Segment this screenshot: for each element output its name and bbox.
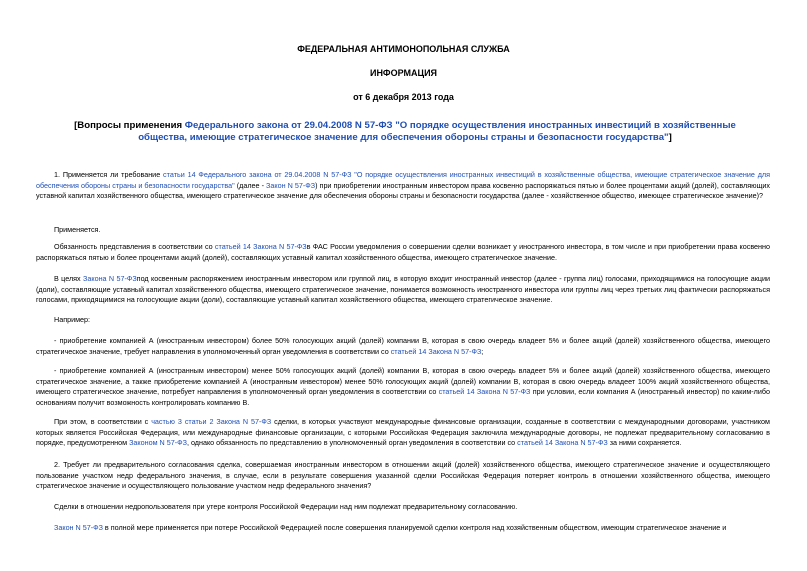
- text: В целях: [54, 274, 84, 283]
- article-14-link[interactable]: статьей 14 Закона N 57-ФЗ: [517, 438, 608, 447]
- law-57-fz-link[interactable]: Закон N 57-ФЗ: [266, 180, 316, 190]
- agency-heading: ФЕДЕРАЛЬНАЯ АНТИМОНОПОЛЬНАЯ СЛУЖБА: [297, 44, 510, 54]
- text: сделки, в которых участвуют международные финансовые организации, созданные в соответствии с международными договорами, участником которых является Российская Федерация, или международные финансовые организации, с которыми Российская Федерация заключила международные договоры, не подлежат предварительному согласованию в порядке, предусмотренном: [36, 417, 770, 447]
- title-suffix: ]: [668, 132, 672, 143]
- part-3-article-2-link[interactable]: частью 3 статьи 2 Закона N 57-ФЗ: [151, 417, 272, 426]
- text: - приобретение компанией А (иностранным инвестором) менее 50% голосующих акций (долей) компании В, которая в свою очередь владеет 5% и более акций (долей) хозяйственного общества, имеющего стратегическое значение, а также приобретение компанией А (иностранным инвестором) менее 50% голосующих акций (долей) компании В, которая в свою очередь владеет 100% акций хозяйственного общества, имеющего стратегическое значение, потребует направления в уполномоченный орган уведомления в соответствии со: [36, 366, 770, 396]
- paragraph-law-application: [36, 523, 770, 534]
- law-57-fz-link[interactable]: Закона N 57-ФЗ: [83, 274, 137, 283]
- law-57-fz-link[interactable]: Закон N 57-ФЗ: [54, 523, 103, 532]
- text: ;: [481, 346, 484, 356]
- text: Обязанность представления в соответствии со: [54, 242, 215, 251]
- article-14-link[interactable]: статьей 14 Закона N 57-ФЗ: [214, 242, 307, 251]
- paragraph-question-2: 2. Требует ли предварительного согласования сделка, совершаемая иностранным инвестором в отношении акций (долей) хозяйственного общества, имеющего стратегическое значение и осуществляющего пользование участком недр федерального значения, в случае, если в результате совершения указанной сделки Российская Федерация потеряет контроль в отношении хозяйственного общества, имеющего стратегическое значение и осуществляющего пользование участком недр федерального значения?: [36, 460, 770, 490]
- paragraph-international-orgs: [36, 417, 770, 449]
- article-14-link[interactable]: статьей 14 Закона N 57-ФЗ: [390, 346, 482, 356]
- paragraph-answer-1: Применяется.: [54, 225, 101, 234]
- title-law-link[interactable]: Федерального закона от 29.04.2008 N 57-ФЗ "О порядке осуществления иностранных инвестиций в хозяйственные общества, имеющие стратегическое значение для обеспечения обороны страны и безопасности государства": [138, 120, 736, 143]
- title-prefix: [Вопросы применения: [74, 120, 185, 131]
- paragraph-indirect-control: [36, 274, 770, 306]
- paragraph-question-1: [36, 170, 770, 202]
- text: в ФАС России уведомления о совершении сделки возникает у иностранного инвестора, в том числе и при приобретении права косвенно распоряжаться пятью и более процентами акций (долей), составляющих уставный капитал хозяйственного общества, имеющего стратегическое значение.: [36, 242, 770, 262]
- text: в полной мере применяется при потере Российской Федерацией после совершения планируемой сделки контроля над хозяйственным обществом, имеющим стратегическое значение и: [102, 523, 727, 532]
- article-14-link[interactable]: статьей 14 Закона N 57-ФЗ: [438, 387, 531, 396]
- document-title: [60, 120, 750, 144]
- text: ) при приобретении иностранным инвестором права косвенно распоряжаться пятью и более процентами акций (долей), составляющих уставной капитал хозяйственного общества, имеющего стратегическое значение для обеспечения обороны страны и безопасности государства (далее - хозяйственное общество, имеющее стратегическое значение)?: [36, 180, 771, 200]
- paragraph-example-intro: Например:: [54, 315, 91, 324]
- text: (далее -: [234, 180, 267, 190]
- paragraph-example-2: [36, 366, 770, 408]
- law-57-fz-link[interactable]: Законом N 57-ФЗ: [129, 438, 187, 447]
- document-type-heading: ИНФОРМАЦИЯ: [369, 68, 438, 78]
- text: при условии, если компания А (иностранный инвестор) по каким-либо основаниям получит возможность контролировать компанию В.: [36, 387, 770, 407]
- text: под косвенным распоряжением иностранным инвестором или группой лиц, в которую входит иностранный инвестор (далее - группа лиц) голосами, приходящимися на голосующие акции (доли), составляющие уставный капитал хозяйственного общества, имеющего стратегическое значение, понимается возможность иностранного инвестора или группы лиц через третьих лиц фактически распоряжаться голосами, приходящимися на голосующие акции (доли), составляющие уставный капитал хозяйственного общества, имеющего стратегическое значение.: [36, 274, 770, 304]
- text: - приобретение компанией А (иностранным инвестором) более 50% голосующих акций (долей) компании В, которая в свою очередь владеет 5% и более акций (долей) хозяйственного общества, имеющего стратегическое значение, требует направления в уполномоченный орган уведомления в соответствии со: [36, 336, 770, 356]
- paragraph-answer-2: Сделки в отношении недропользователя при утере контроля Российской Федерации над ним подлежат предварительному согласованию.: [54, 502, 518, 511]
- paragraph-obligation: [36, 242, 770, 263]
- text: При этом, в соответствии с: [54, 417, 152, 426]
- document-date: от 6 декабря 2013 года: [353, 92, 454, 102]
- text: за ними сохраняется.: [607, 438, 682, 447]
- text: , однако обязанность по представлению в уполномоченный орган уведомления в соответствии со: [186, 438, 518, 447]
- law-article-14-link[interactable]: статьи 14 Федерального закона от 29.04.2008 N 57-ФЗ "О порядке осуществления иностранных инвестиций в хозяйственные общества, имеющие стратегическое значение для обеспечения обороны страны и безопасности государства": [36, 170, 770, 190]
- paragraph-example-1: [36, 336, 770, 357]
- text: 1. Применяется ли требование: [54, 170, 164, 179]
